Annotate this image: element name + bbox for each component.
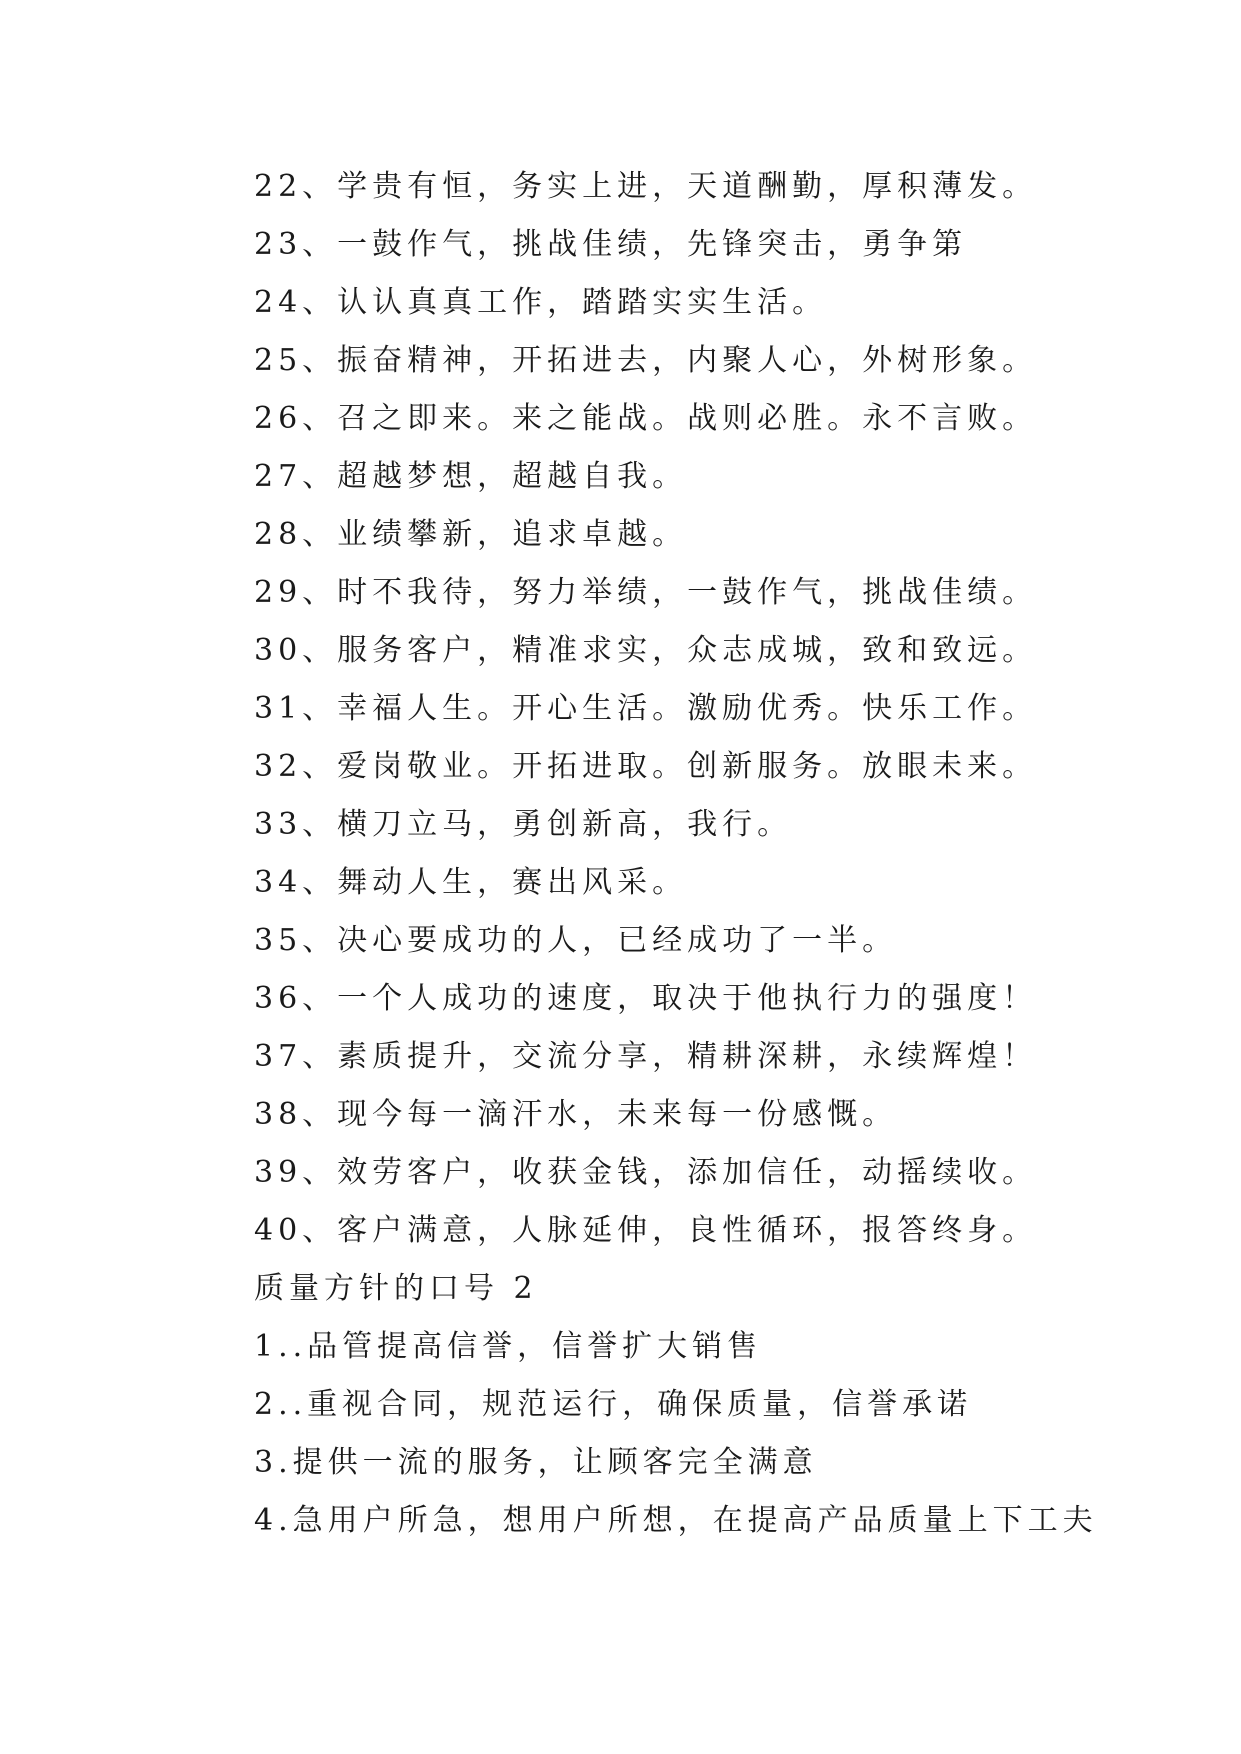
slogan-line-22: 22、学贵有恒，务实上进，天道酬勤，厚积薄发。	[254, 169, 1038, 204]
slogan-line-23: 23、一鼓作气，挑战佳绩，先锋突击，勇争第	[254, 227, 968, 262]
slogan-line-32: 32、爱岗敬业。开拓进取。创新服务。放眼未来。	[254, 749, 1038, 784]
quality-slogan-1: 1..品管提高信誉，信誉扩大销售	[254, 1329, 763, 1364]
section-heading: 质量方针的口号 2	[254, 1271, 538, 1306]
slogan-line-28: 28、业绩攀新，追求卓越。	[254, 517, 688, 552]
slogan-line-30: 30、服务客户，精准求实，众志成城，致和致远。	[254, 633, 1038, 668]
slogan-line-33: 33、横刀立马，勇创新高，我行。	[254, 807, 793, 842]
slogan-line-35: 35、决心要成功的人，已经成功了一半。	[254, 923, 898, 958]
slogan-line-39: 39、效劳客户，收获金钱，添加信任，动摇续收。	[254, 1155, 1038, 1190]
document-body	[254, 158, 1154, 1550]
slogan-line-24: 24、认认真真工作，踏踏实实生活。	[254, 285, 828, 320]
slogan-line-31: 31、幸福人生。开心生活。激励优秀。快乐工作。	[254, 691, 1038, 726]
slogan-line-34: 34、舞动人生，赛出风采。	[254, 865, 688, 900]
slogan-line-38: 38、现今每一滴汗水，未来每一份感慨。	[254, 1097, 898, 1132]
slogan-line-37: 37、素质提升，交流分享，精耕深耕，永续辉煌！	[254, 1039, 1038, 1074]
quality-slogan-3: 3.提供一流的服务，让顾客完全满意	[254, 1445, 818, 1480]
quality-slogan-2: 2..重视合同，规范运行，确保质量，信誉承诺	[254, 1387, 973, 1422]
slogan-line-40: 40、客户满意，人脉延伸，良性循环，报答终身。	[254, 1213, 1038, 1248]
slogan-line-27: 27、超越梦想，超越自我。	[254, 459, 688, 494]
slogan-line-25: 25、振奋精神，开拓进去，内聚人心，外树形象。	[254, 343, 1038, 378]
slogan-line-29: 29、时不我待，努力举绩，一鼓作气，挑战佳绩。	[254, 575, 1038, 610]
slogan-line-36: 36、一个人成功的速度，取决于他执行力的强度！	[254, 981, 1038, 1016]
slogan-line-26: 26、召之即来。来之能战。战则必胜。永不言败。	[254, 401, 1038, 436]
quality-slogan-4: 4.急用户所急，想用户所想，在提高产品质量上下工夫	[254, 1503, 1098, 1538]
